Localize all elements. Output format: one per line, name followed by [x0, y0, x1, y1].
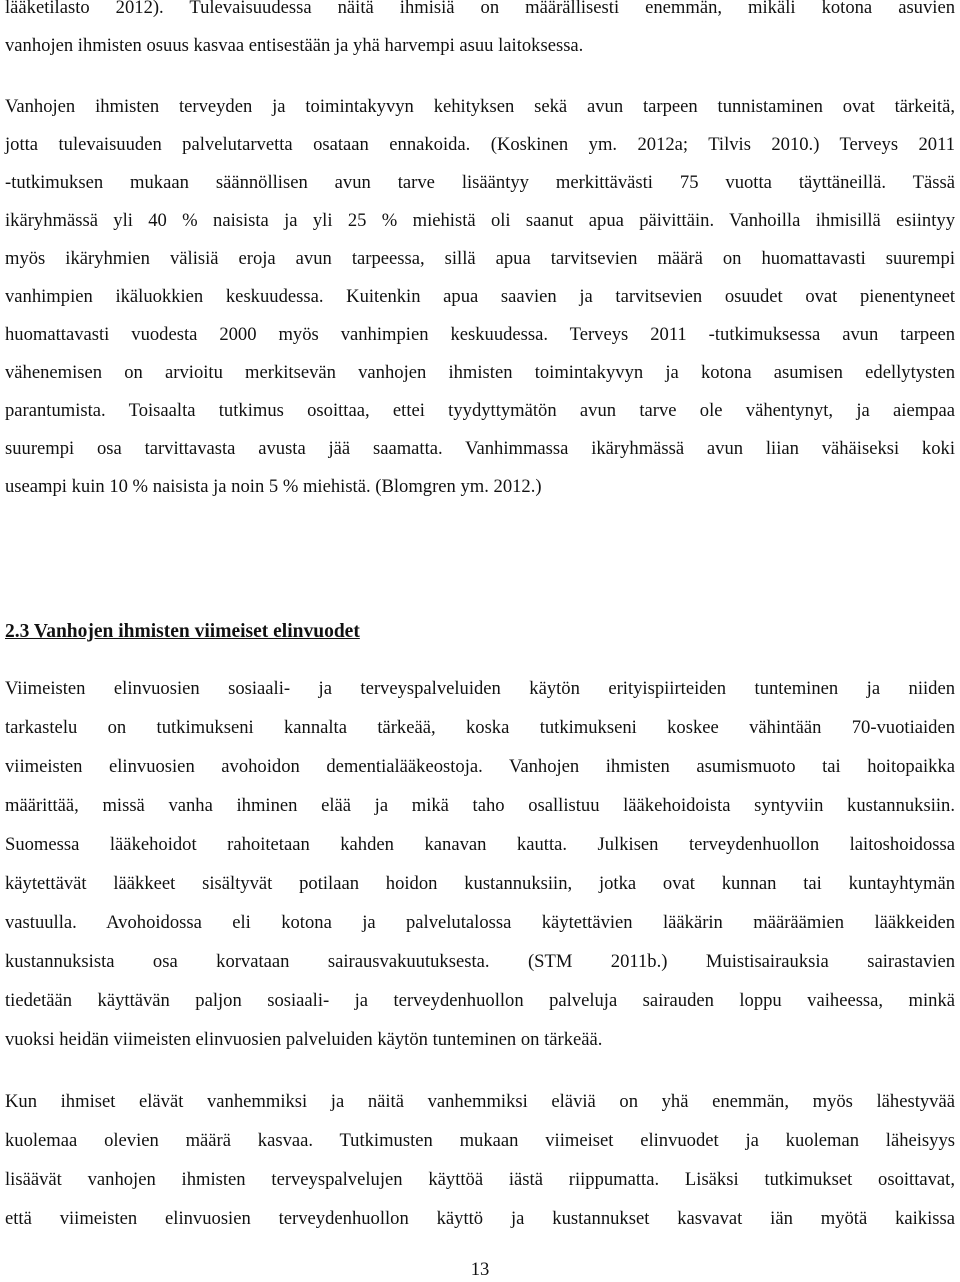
paragraph-3-line-9: tiedetään käyttävän paljon sosiaali- ja terveydenhuollon palveluja sairauden loppu vaiheessa, minkä — [5, 990, 955, 1011]
paragraph-2-line-3: -tutkimuksen mukaan säännöllisen avun tarve lisääntyy merkittävästi 75 vuotta täyttäneillä. Tässä — [5, 172, 955, 193]
paragraph-3-line-2: tarkastelu on tutkimukseni kannalta tärkeää, koska tutkimukseni koskee vähintään 70-vuotiaiden — [5, 717, 955, 738]
page-number: 13 — [470, 1259, 490, 1280]
paragraph-3-line-7: vastuulla. Avohoidossa eli kotona ja palvelutalossa käytettävien lääkärin määräämien lääkkeiden — [5, 912, 955, 933]
paragraph-2-line-5: myös ikäryhmien välisiä eroja avun tarpeessa, sillä apua tarvitsevien määrä on huomattavasti suurempi — [5, 248, 955, 269]
paragraph-2-line-9: parantumista. Toisaalta tutkimus osoittaa, ettei tyydyttymätön avun tarve ole vähentynyt, ja aiempaa — [5, 400, 955, 421]
paragraph-2-line-1: Vanhojen ihmisten terveyden ja toimintakyvyn kehityksen sekä avun tarpeen tunnistaminen ovat tärkeitä, — [5, 96, 955, 117]
paragraph-3-line-10: vuoksi heidän viimeisten elinvuosien palveluiden käytön tunteminen on tärkeää. — [5, 1029, 603, 1050]
paragraph-2-line-8: vähenemisen on arvioitu merkitsevän vanhojen ihmisten toimintakyvyn ja kotona asumisen edellytysten — [5, 362, 955, 383]
paragraph-4-line-2: kuolemaa olevien määrä kasvaa. Tutkimusten mukaan viimeiset elinvuodet ja kuoleman läheisyys — [5, 1130, 955, 1151]
paragraph-2-line-10: suurempi osa tarvittavasta avusta jää saamatta. Vanhimmassa ikäryhmässä avun liian vähäiseksi koki — [5, 438, 955, 459]
paragraph-2-line-2: jotta tulevaisuuden palvelutarvetta osataan ennakoida. (Koskinen ym. 2012a; Tilvis 2010.) Terveys 2011 — [5, 134, 955, 155]
paragraph-3-line-8: kustannuksista osa korvataan sairausvakuutuksesta. (STM 2011b.) Muistisairauksia sairastavien — [5, 951, 955, 972]
paragraph-4-line-1: Kun ihmiset elävät vanhemmiksi ja näitä vanhemmiksi eläviä on yhä enemmän, myös lähestyvää — [5, 1091, 955, 1112]
paragraph-3-line-5: Suomessa lääkehoidot rahoitetaan kahden kanavan kautta. Julkisen terveydenhuollon laitoshoidossa — [5, 834, 955, 855]
paragraph-3-line-1: Viimeisten elinvuosien sosiaali- ja terveyspalveluiden käytön erityispiirteiden tunteminen ja niiden — [5, 678, 955, 699]
paragraph-3-line-3: viimeisten elinvuosien avohoidon dementialääkeostoja. Vanhojen ihmisten asumismuoto tai hoitopaikka — [5, 756, 955, 777]
paragraph-4-line-3: lisäävät vanhojen ihmisten terveyspalvelujen käyttöä iästä riippumatta. Lisäksi tutkimukset osoittavat, — [5, 1169, 955, 1190]
paragraph-2-line-4: ikäryhmässä yli 40 % naisista ja yli 25 % miehistä oli saanut apua päivittäin. Vanhoilla ihmisillä esiintyy — [5, 210, 955, 231]
paragraph-1-line-1: lääketilasto 2012). Tulevaisuudessa näitä ihmisiä on määrällisesti enemmän, mikäli kotona asuvien — [5, 0, 955, 18]
paragraph-2-line-11: useampi kuin 10 % naisista ja noin 5 % miehistä. (Blomgren ym. 2012.) — [5, 476, 542, 497]
paragraph-2-line-7: huomattavasti vuodesta 2000 myös vanhimpien keskuudessa. Terveys 2011 -tutkimuksessa avun tarpeen — [5, 324, 955, 345]
paragraph-2-line-6: vanhimpien ikäluokkien keskuudessa. Kuitenkin apua saavien ja tarvitsevien osuudet ovat pienentyneet — [5, 286, 955, 307]
paragraph-3-line-6: käytettävät lääkkeet sisältyvät potilaan hoidon kustannuksiin, jotka ovat kunnan tai kuntayhtymän — [5, 873, 955, 894]
paragraph-3-line-4: määrittää, missä vanha ihminen elää ja mikä taho osallistuu lääkehoidoista syntyviin kustannuksiin. — [5, 795, 955, 816]
paragraph-1-line-2: vanhojen ihmisten osuus kasvaa entisestään ja yhä harvempi asuu laitoksessa. — [5, 35, 584, 56]
section-heading: 2.3 Vanhojen ihmisten viimeiset elinvuodet — [5, 621, 360, 642]
paragraph-4-line-4: että viimeisten elinvuosien terveydenhuollon käyttö ja kustannukset kasvavat iän myötä kaikissa — [5, 1208, 955, 1229]
